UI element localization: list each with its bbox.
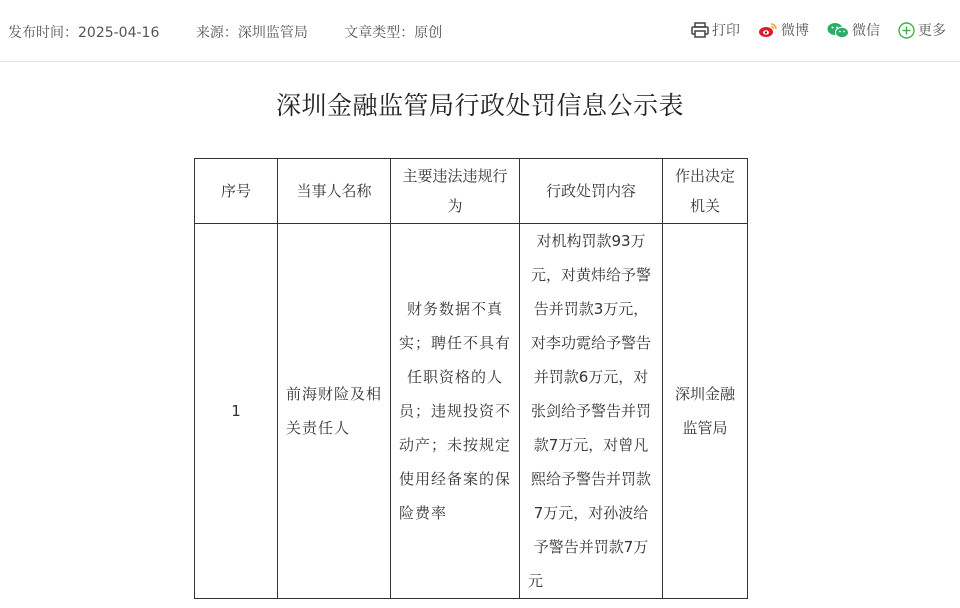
weibo-icon	[758, 22, 778, 38]
wechat-share-button[interactable]	[827, 20, 880, 40]
header-penalty: 行政处罚内容	[520, 159, 663, 224]
wechat-label: 微信	[852, 23, 880, 39]
weibo-label: 微博	[781, 23, 809, 39]
penalty-info-table	[194, 158, 748, 599]
article-meta-bar	[0, 0, 960, 62]
wechat-icon	[827, 22, 849, 39]
printer-icon	[691, 22, 709, 38]
article-meta-info	[8, 22, 474, 42]
print-button[interactable]	[691, 20, 740, 40]
cell-penalty: 对机构罚款93万元，对黄炜给予警告并罚款3万元，对李功霓给予警告并罚款6万元，对张剑给予警告并罚款7万元，对曾凡熙给予警告并罚款7万元，对孙波给予警告并罚款7万元	[520, 224, 663, 599]
cell-authority: 深圳金融监管局	[663, 224, 748, 599]
publish-time: 发布时间：2025-04-16	[8, 25, 160, 41]
header-index: 序号	[195, 159, 278, 224]
page-title: 深圳金融监管局行政处罚信息公示表	[275, 91, 684, 120]
share-toolbar	[673, 20, 946, 40]
table-header-row	[195, 159, 748, 224]
plus-circle-icon	[898, 22, 915, 39]
table-row	[195, 224, 748, 599]
article-type: 文章类型：原创	[344, 25, 443, 41]
header-violation: 主要违法违规行为	[391, 159, 520, 224]
cell-violation: 财务数据不真实；聘任不具有任职资格的人员；违规投资不动产；未按规定使用经备案的保险费率	[391, 224, 520, 599]
more-share-button[interactable]	[898, 20, 946, 40]
cell-party: 前海财险及相关责任人	[278, 224, 391, 599]
cell-index: 1	[195, 224, 278, 599]
article-source: 来源：深圳监管局	[195, 25, 308, 41]
print-label: 打印	[712, 23, 740, 39]
header-party: 当事人名称	[278, 159, 391, 224]
more-label: 更多	[918, 23, 946, 39]
header-authority: 作出决定机关	[663, 159, 748, 224]
weibo-share-button[interactable]	[758, 20, 809, 40]
